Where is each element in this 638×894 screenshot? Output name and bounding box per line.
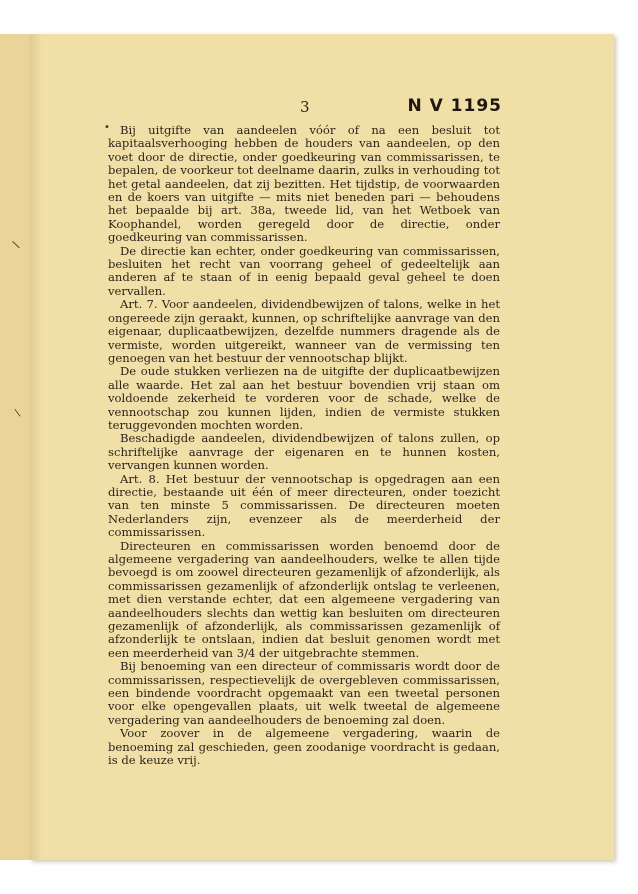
document-body xyxy=(108,124,500,768)
document-code: N V 1195 xyxy=(407,96,502,116)
paragraph: Bij uitgifte van aandeelen vóór of na een besluit tot kapitaalsverhooging hebben de houders van aandeelen, op den voet door de directie, onder goedkeuring van commissarissen, te bepalen, de voorkeur tot deelname daarin, zulks in verhouding tot het getal aandeelen, dat zij bezitten. Het tijdstip, de voorwaarden en de koers van uitgifte — mits niet beneden pari — behoudens het bepaalde bij art. 38a, tweede lid, van het Wetboek van Koophandel, worden geregeld door de directie, onder goedkeuring van commissarissen. xyxy=(108,123,500,245)
paragraph: Beschadigde aandeelen, dividendbewijzen of talons zullen, op schriftelijke aanvrage der eigenaren en te hunnen kosten, vervangen kunnen worden. xyxy=(108,431,500,473)
paragraph: Directeuren en commissarissen worden benoemd door de algemeene vergadering van aandeelhouders, welke te allen tijde bevoegd is om zoowel directeuren gezamenlijk of afzonderlijk, als commissarissen gezamenlijk of afzonderlijk ontslag te verleenen, met dien verstande echter, dat een algemeene vergadering van aandeelhouders slechts dan wettig kan besluiten om directeuren gezamenlijk of afzonderlijk, als commissarissen gezamenlijk of afzonderlijk te ontslaan, indien dat besluit genomen wordt met een meerderheid van 3/4 der uitgebrachte stemmen. xyxy=(108,538,500,660)
paragraph: Art. 7. Voor aandeelen, dividendbewijzen of talons, welke in het ongereede zijn geraakt, kunnen, op schriftelijke aanvrage van den eigenaar, duplicaatbewijzen, dezelfde nummers dragende als de vermiste, worden uitgereikt, wanneer van de vermissing ten genoegen van het bestuur der vennootschap blijkt. xyxy=(108,297,500,365)
previous-page-edge xyxy=(0,34,31,860)
paragraph: Voor zoover in de algemeene vergadering, waarin de benoeming zal geschieden, geen zoodanige voordracht is gedaan, is de keuze vrij. xyxy=(108,726,500,768)
paragraph: Bij benoeming van een directeur of commissaris wordt door de commissarissen, respectievelijk de overgebleven commissarissen, een bindende voordracht opgemaakt van een tweetal personen voor elke opengevallen plaats, uit welk tweetal de algemeene vergadering van aandeelhouders de benoeming zal doen. xyxy=(108,659,500,727)
paragraph: Art. 8. Het bestuur der vennootschap is opgedragen aan een directie, bestaande uit één of meer directeuren, onder toezicht van ten minste 5 commissarissen. De directeuren moeten Nederlanders zijn, evenzeer als de meerderheid der commissarissen. xyxy=(108,471,500,540)
paragraph: De oude stukken verliezen na de uitgifte der duplicaatbewijzen alle waarde. Het zal aan het bestuur bovendien vrij staan om voldoende zekerheid te vorderen voor de schade, welke de vennootschap zou kunnen lijden, indien de vermiste stukken teruggevonden mochten worden. xyxy=(108,364,500,432)
paragraph: De directie kan echter, onder goedkeuring van commissarissen, besluiten het recht van voorrang geheel of gedeeltelijk aan anderen af te staan of in eenig bepaald geval geheel te doen vervallen. xyxy=(108,243,500,298)
pencil-mark: \ xyxy=(10,237,21,252)
ink-speck: • xyxy=(104,122,110,133)
page-number: 3 xyxy=(300,98,310,116)
page-fold-shadow xyxy=(30,34,42,860)
pencil-mark: \ xyxy=(14,407,22,420)
